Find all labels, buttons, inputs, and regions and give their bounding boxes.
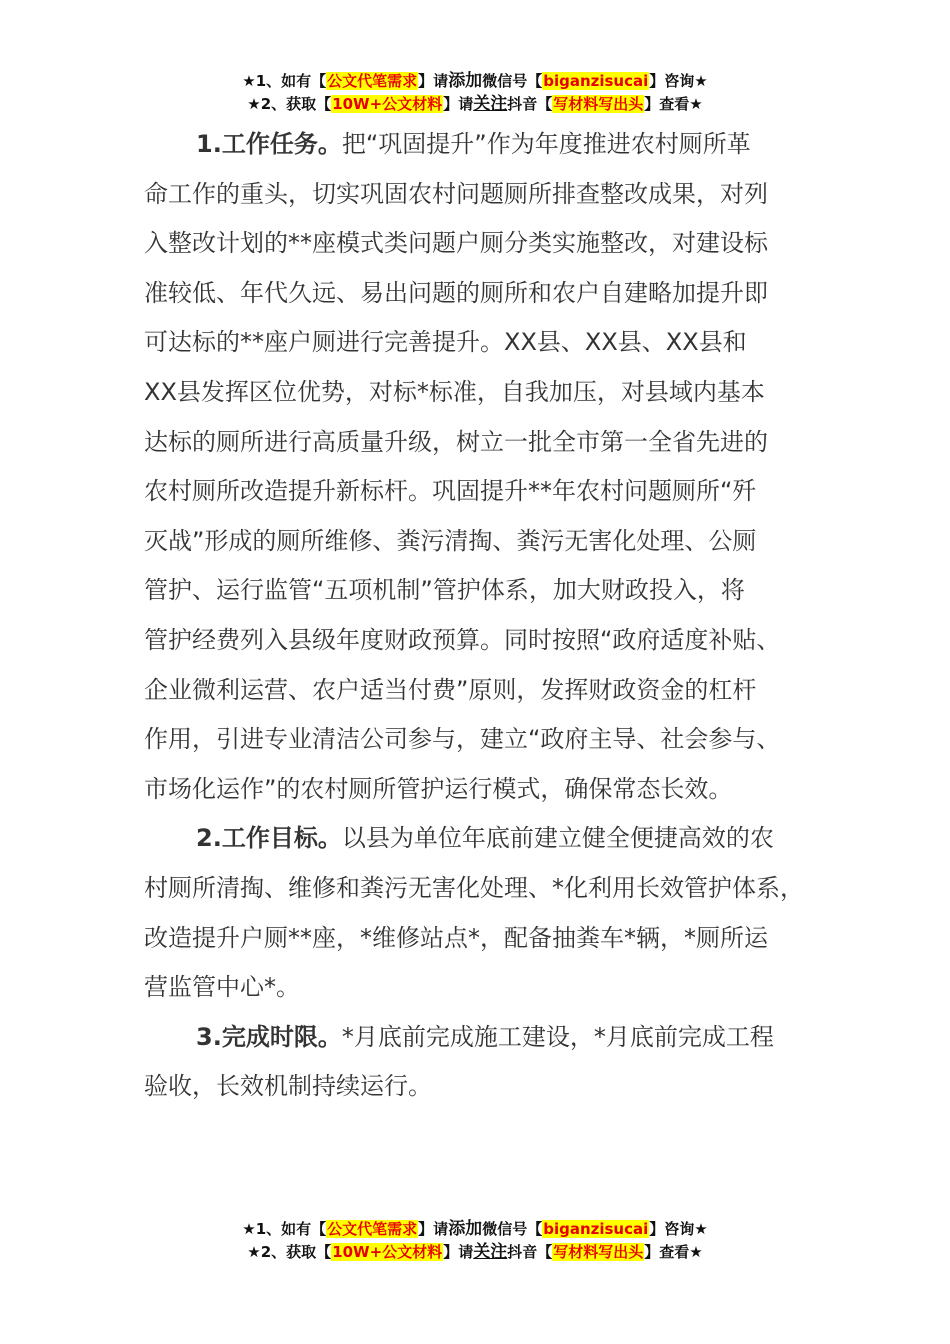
notice-text: 】请 [418, 72, 449, 90]
star-icon: ★ [247, 1243, 261, 1261]
notice-emphasis: 关注 [473, 1242, 508, 1262]
notice-line-2 [0, 93, 950, 116]
text-line: 作用，引进专业清洁公司参与，建立“政府主导、社会参与、 [144, 725, 781, 754]
notice-text: 微信号【 [482, 72, 543, 90]
notice-prefix: 2、获取【 [260, 95, 332, 113]
douyin-account-highlight: 写材料写出头 [553, 95, 644, 113]
bottom-notice-banner [0, 1218, 950, 1264]
paragraph-heading: 1.工作任务。 [196, 130, 342, 158]
paragraph-deadline [144, 1013, 814, 1112]
notice-prefix: 1、如有【 [255, 72, 327, 90]
text-line: 改造提升户厕**座，*维修站点*，配备抽粪车*辆，*厕所运 [144, 923, 768, 952]
notice-text: 微信号【 [482, 1220, 543, 1238]
text-line: 营监管中心*。 [144, 973, 300, 1002]
star-icon: ★ [694, 72, 708, 90]
document-body [144, 120, 814, 1112]
star-icon: ★ [689, 95, 703, 113]
notice-text: 抖音【 [507, 95, 553, 113]
notice-highlight: 公文代笔需求 [327, 1220, 418, 1238]
notice-highlight: 公文代笔需求 [327, 72, 418, 90]
text-line: 农村厕所改造提升新标杆。巩固提升**年农村问题厕所“歼 [144, 477, 757, 506]
text-line: 村厕所清掏、维修和粪污无害化处理、*化利用长效管护体系， [144, 873, 804, 902]
douyin-account-highlight: 写材料写出头 [553, 1243, 644, 1261]
text-line: 1.工作任务。把“巩固提升”作为年度推进农村厕所革 [196, 130, 751, 158]
text-line: 可达标的**座户厕进行完善提升。XX县、XX县、XX县和 [144, 328, 747, 357]
text-line: 市场化运作”的农村厕所管护运行模式，确保常态长效。 [144, 774, 733, 803]
text-line: 3.完成时限。*月底前完成施工建设，*月底前完成工程 [196, 1022, 774, 1051]
star-icon: ★ [247, 95, 261, 113]
notice-line-1 [0, 1218, 950, 1241]
notice-highlight: 10W+公文材料 [332, 95, 443, 113]
notice-text: 】请 [443, 1243, 474, 1261]
text-line: 企业微利运营、农户适当付费”原则，发挥财政资金的杠杆 [144, 675, 757, 704]
text-line: 灭战”形成的厕所维修、粪污清掏、粪污无害化处理、公厕 [144, 526, 757, 555]
notice-highlight: 10W+公文材料 [332, 1243, 443, 1261]
notice-suffix: 】咨询 [649, 1220, 695, 1238]
wechat-id-highlight: biganzisucai [543, 1220, 649, 1238]
paragraph-heading: 2.工作目标。 [196, 824, 342, 853]
text-line: 入整改计划的**座模式类问题户厕分类实施整改，对建设标 [144, 229, 768, 258]
text-line: 管护经费列入县级年度财政预算。同时按照“政府适度补贴、 [144, 625, 781, 654]
notice-prefix: 2、获取【 [260, 1243, 332, 1261]
notice-line-1 [0, 70, 950, 93]
notice-line-2 [0, 1241, 950, 1264]
notice-emphasis: 关注 [473, 94, 508, 114]
notice-emphasis: 添加 [448, 71, 483, 91]
star-icon: ★ [689, 1243, 703, 1261]
notice-prefix: 1、如有【 [255, 1220, 327, 1238]
notice-emphasis: 添加 [448, 1219, 483, 1239]
notice-text: 抖音【 [507, 1243, 553, 1261]
text-line: 管护、运行监管“五项机制”管护体系，加大财政投入，将 [144, 576, 745, 605]
paragraph-heading: 3.完成时限。 [196, 1022, 342, 1051]
notice-suffix: 】查看 [644, 1243, 690, 1261]
notice-text: 】请 [418, 1220, 449, 1238]
text-line: XX县发挥区位优势，对标*标准，自我加压，对县域内基本 [144, 377, 765, 406]
text-line: 命工作的重头，切实巩固农村问题厕所排查整改成果，对列 [144, 179, 768, 208]
wechat-id-highlight: biganzisucai [543, 72, 649, 90]
text-line: 验收，长效机制持续运行。 [144, 1072, 432, 1101]
notice-suffix: 】咨询 [649, 72, 695, 90]
star-icon: ★ [242, 72, 256, 90]
text-line: 达标的厕所进行高质量升级，树立一批全市第一全省先进的 [144, 427, 768, 456]
notice-suffix: 】查看 [644, 95, 690, 113]
text-line: 2.工作目标。以县为单位年底前建立健全便捷高效的农 [196, 824, 774, 853]
paragraph-work-tasks [144, 120, 814, 814]
paragraph-work-goals [144, 814, 814, 1012]
top-notice-banner [0, 70, 950, 116]
star-icon: ★ [694, 1220, 708, 1238]
text-line: 准较低、年代久远、易出问题的厕所和农户自建略加提升即 [144, 278, 768, 307]
notice-text: 】请 [443, 95, 474, 113]
star-icon: ★ [242, 1220, 256, 1238]
